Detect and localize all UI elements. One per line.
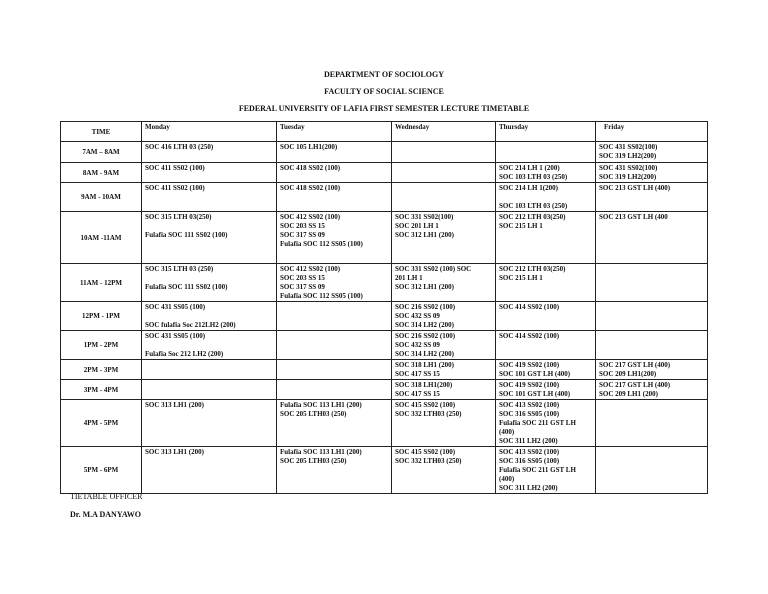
course-entry: SOC 213 GST LH (400 (599, 213, 668, 221)
time-slot-cell: 11AM - 12PM (61, 264, 142, 302)
tuesday-cell (277, 264, 392, 302)
course-entry: SOC 431 SS05 (100) SOC fulafia Soc 212LH2 (200) (145, 303, 236, 329)
course-entry: SOC 415 SS02 (100) SOC 332 LTH03 (250) (395, 401, 462, 418)
course-entry: SOC 216 SS02 (100) SOC 432 SS 09 SOC 314 LH2 (200) (395, 332, 456, 358)
friday-cell (596, 142, 708, 163)
course-entry: SOC 413 SS02 (100) SOC 316 SS05 (100) Fulafia SOC 211 GST LH (400) SOC 311 LH2 (200) (499, 448, 576, 492)
time-slot-cell: 4PM - 5PM (61, 400, 142, 447)
monday-cell (142, 400, 277, 447)
monday-cell (142, 447, 277, 494)
timetable-officer-label: TIETABLE OFFICER (70, 492, 143, 501)
course-entry: SOC 214 LH 1(200) SOC 103 LTH 03 (250) (499, 184, 568, 210)
tuesday-cell (277, 212, 392, 264)
course-entry: SOC 105 LH1(200) (280, 143, 338, 151)
table-row (61, 302, 708, 331)
wednesday-cell (392, 331, 496, 360)
table-row (61, 360, 708, 380)
friday-cell (596, 302, 708, 331)
time-slot-cell: 1PM - 2PM (61, 331, 142, 360)
tuesday-cell (277, 400, 392, 447)
tuesday-cell (277, 331, 392, 360)
monday-cell (142, 163, 277, 183)
course-entry: SOC 418 SS02 (100) (280, 184, 341, 192)
table-row (61, 380, 708, 400)
faculty-heading: FACULTY OF SOCIAL SCIENCE (324, 87, 444, 96)
friday-cell (596, 163, 708, 183)
thursday-cell (496, 302, 596, 331)
course-entry: SOC 431 SS02(100) SOC 319 LH2(200) (599, 143, 658, 160)
timetable-officer-name: Dr. M.A DANYAWO (70, 510, 141, 519)
tuesday-cell (277, 163, 392, 183)
thursday-cell (496, 183, 596, 212)
table-row (61, 142, 708, 163)
friday-cell (596, 360, 708, 380)
course-entry: SOC 216 SS02 (100) SOC 432 SS 09 SOC 314 LH2 (200) (395, 303, 456, 329)
friday-cell (596, 400, 708, 447)
course-entry: SOC 414 SS02 (100) (499, 332, 560, 340)
course-entry: SOC 415 SS02 (100) SOC 332 LTH03 (250) (395, 448, 462, 465)
thursday-cell (496, 142, 596, 163)
course-entry: SOC 419 SS02 (100) SOC 101 GST LH (400) (499, 361, 571, 378)
course-entry: SOC 313 LH1 (200) (145, 401, 204, 409)
course-entry: SOC 315 LTH 03(250) Fulafia SOC 111 SS02 (100) (145, 213, 228, 239)
thursday-cell (496, 212, 596, 264)
time-slot-cell: 2PM - 3PM (61, 360, 142, 380)
course-entry: SOC 414 SS02 (100) (499, 303, 560, 311)
thursday-cell (496, 163, 596, 183)
wednesday-cell (392, 163, 496, 183)
monday-cell (142, 212, 277, 264)
time-slot-cell: 12PM - 1PM (61, 302, 142, 331)
course-entry: Fulafia SOC 113 LH1 (200) SOC 205 LTH03 (250) (280, 448, 362, 465)
column-header-friday: Friday (596, 122, 708, 142)
timetable-title: FEDERAL UNIVERSITY OF LAFIA FIRST SEMESTER LECTURE TIMETABLE (238, 104, 530, 113)
course-entry: Fulafia SOC 113 LH1 (200) SOC 205 LTH03 (250) (280, 401, 362, 418)
table-row (61, 331, 708, 360)
course-entry: SOC 217 GST LH (400) SOC 209 LH1 (200) (599, 381, 671, 398)
time-slot-cell: 8AM - 9AM (61, 163, 142, 183)
tuesday-cell (277, 183, 392, 212)
thursday-cell (496, 400, 596, 447)
header-row (61, 122, 708, 142)
thursday-cell (496, 331, 596, 360)
thursday-cell (496, 447, 596, 494)
course-entry: SOC 412 SS02 (100) SOC 203 SS 15 SOC 317 SS 09 Fulafia SOC 112 SS05 (100) (280, 265, 363, 300)
wednesday-cell (392, 447, 496, 494)
time-slot-cell: 7AM – 8AM (61, 142, 142, 163)
course-entry: SOC 411 SS02 (100) (145, 164, 205, 172)
course-entry: SOC 213 GST LH (400) (599, 184, 671, 192)
wednesday-cell (392, 400, 496, 447)
table-row (61, 163, 708, 183)
table-row (61, 400, 708, 447)
course-entry: SOC 416 LTH 03 (250) (145, 143, 214, 151)
wednesday-cell (392, 264, 496, 302)
monday-cell (142, 142, 277, 163)
friday-cell (596, 183, 708, 212)
course-entry: SOC 212 LTH 03(250) SOC 215 LH 1 (499, 265, 566, 282)
friday-cell (596, 331, 708, 360)
course-entry: SOC 315 LTH 03 (250) Fulafia SOC 111 SS02 (100) (145, 265, 228, 291)
course-entry: SOC 431 SS05 (100) Fulafia Soc 212 LH2 (200) (145, 332, 224, 358)
column-header-tuesday: Tuesday (277, 122, 392, 142)
course-entry: SOC 418 SS02 (100) (280, 164, 341, 172)
course-entry: SOC 413 SS02 (100) SOC 316 SS05 (100) Fulafia SOC 211 GST LH (400) SOC 311 LH2 (200) (499, 401, 576, 445)
wednesday-cell (392, 360, 496, 380)
column-header-time: TIME (61, 122, 142, 142)
friday-cell (596, 447, 708, 494)
course-entry: SOC 331 SS02 (100) SOC 201 LH 1 SOC 312 LH1 (200) (395, 265, 472, 291)
course-entry: SOC 431 SS02(100) SOC 319 LH2(200) (599, 164, 658, 181)
monday-cell (142, 302, 277, 331)
monday-cell (142, 331, 277, 360)
course-entry: SOC 212 LTH 03(250) SOC 215 LH 1 (499, 213, 566, 230)
table-row (61, 183, 708, 212)
friday-cell (596, 380, 708, 400)
course-entry: SOC 318 LH1 (200) SOC 417 SS 15 (395, 361, 454, 378)
monday-cell (142, 380, 277, 400)
thursday-cell (496, 380, 596, 400)
tuesday-cell (277, 302, 392, 331)
friday-cell (596, 212, 708, 264)
wednesday-cell (392, 212, 496, 264)
tuesday-cell (277, 360, 392, 380)
monday-cell (142, 183, 277, 212)
column-header-monday: Monday (142, 122, 277, 142)
course-entry: SOC 412 SS02 (100) SOC 203 SS 15 SOC 317 SS 09 Fulafia SOC 112 SS05 (100) (280, 213, 363, 248)
course-entry: SOC 411 SS02 (100) (145, 184, 205, 192)
wednesday-cell (392, 380, 496, 400)
column-header-wednesday: Wednesday (392, 122, 496, 142)
monday-cell (142, 264, 277, 302)
timetable-table (60, 121, 708, 494)
table-row (61, 264, 708, 302)
course-entry: SOC 313 LH1 (200) (145, 448, 204, 456)
wednesday-cell (392, 183, 496, 212)
thursday-cell (496, 264, 596, 302)
tuesday-cell (277, 447, 392, 494)
table-row (61, 212, 708, 264)
tuesday-cell (277, 380, 392, 400)
course-entry: SOC 331 SS02(100) SOC 201 LH 1 SOC 312 LH1 (200) (395, 213, 454, 239)
column-header-thursday: Thursday (496, 122, 596, 142)
friday-cell (596, 264, 708, 302)
course-entry: SOC 419 SS02 (100) SOC 101 GST LH (400) (499, 381, 571, 398)
wednesday-cell (392, 142, 496, 163)
course-entry: SOC 214 LH 1 (200) SOC 103 LTH 03 (250) (499, 164, 568, 181)
time-slot-cell: 9AM - 10AM (61, 183, 142, 212)
time-slot-cell: 5PM - 6PM (61, 447, 142, 494)
tuesday-cell (277, 142, 392, 163)
table-row (61, 447, 708, 494)
department-heading: DEPARTMENT OF SOCIOLOGY (323, 70, 445, 79)
course-entry: SOC 318 LH1(200) SOC 417 SS 15 (395, 381, 453, 398)
monday-cell (142, 360, 277, 380)
thursday-cell (496, 360, 596, 380)
course-entry: SOC 217 GST LH (400) SOC 209 LH1(200) (599, 361, 671, 378)
time-slot-cell: 3PM - 4PM (61, 380, 142, 400)
time-slot-cell: 10AM -11AM (61, 212, 142, 264)
wednesday-cell (392, 302, 496, 331)
